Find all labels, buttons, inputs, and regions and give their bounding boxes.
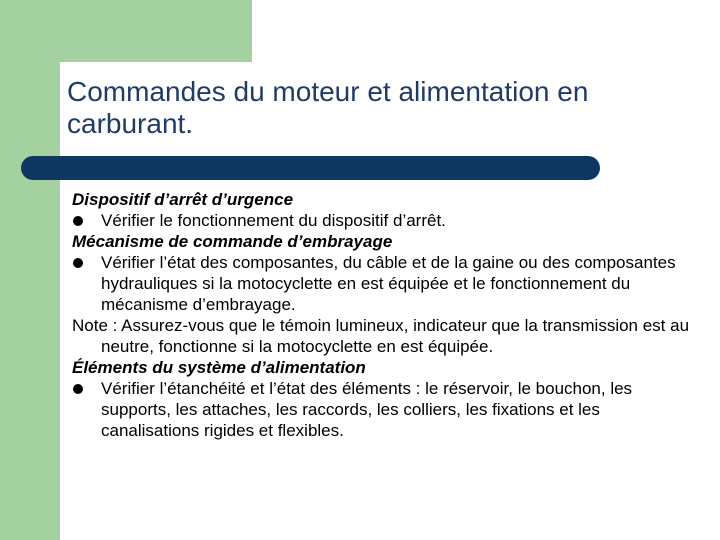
slide-title: Commandes du moteur et alimentation en carburant.	[67, 76, 589, 139]
section-heading-clutch: Mécanisme de commande d’embrayage	[72, 232, 393, 251]
green-background-top	[0, 0, 252, 62]
bullet-item	[72, 252, 692, 315]
note-text: Note : Assurez-vous que le témoin lumineux, indicateur que la transmission est au neutre, fonctionne si la motocyclette en est équipée.	[72, 316, 690, 356]
green-background-left	[0, 62, 60, 540]
slide-body	[72, 189, 692, 441]
section-heading-emergency-stop: Dispositif d’arrêt d’urgence	[72, 190, 294, 209]
bullet-dot-icon	[73, 216, 83, 226]
bullet-dot-icon	[73, 258, 83, 268]
bullet-dot-icon	[73, 384, 83, 394]
bullet-item	[72, 210, 692, 231]
bullet-text: Vérifier l’étanchéité et l’état des éléments : le réservoir, le bouchon, les supports, les attaches, les raccords, les colliers, les fixations et les canalisations rigides et flexibles.	[101, 379, 633, 440]
bullet-text: Vérifier l’état des composantes, du câble et de la gaine ou des composantes hydrauliques si la motocyclette en est équipée et le fonctionnement du mécanisme d’embrayage.	[101, 253, 676, 314]
section-heading-fuel-system: Éléments du système d’alimentation	[72, 358, 366, 377]
bullet-text: Vérifier le fonctionnement du dispositif d’arrêt.	[101, 211, 446, 230]
bullet-item	[72, 378, 692, 441]
title-divider-bar	[21, 156, 600, 180]
